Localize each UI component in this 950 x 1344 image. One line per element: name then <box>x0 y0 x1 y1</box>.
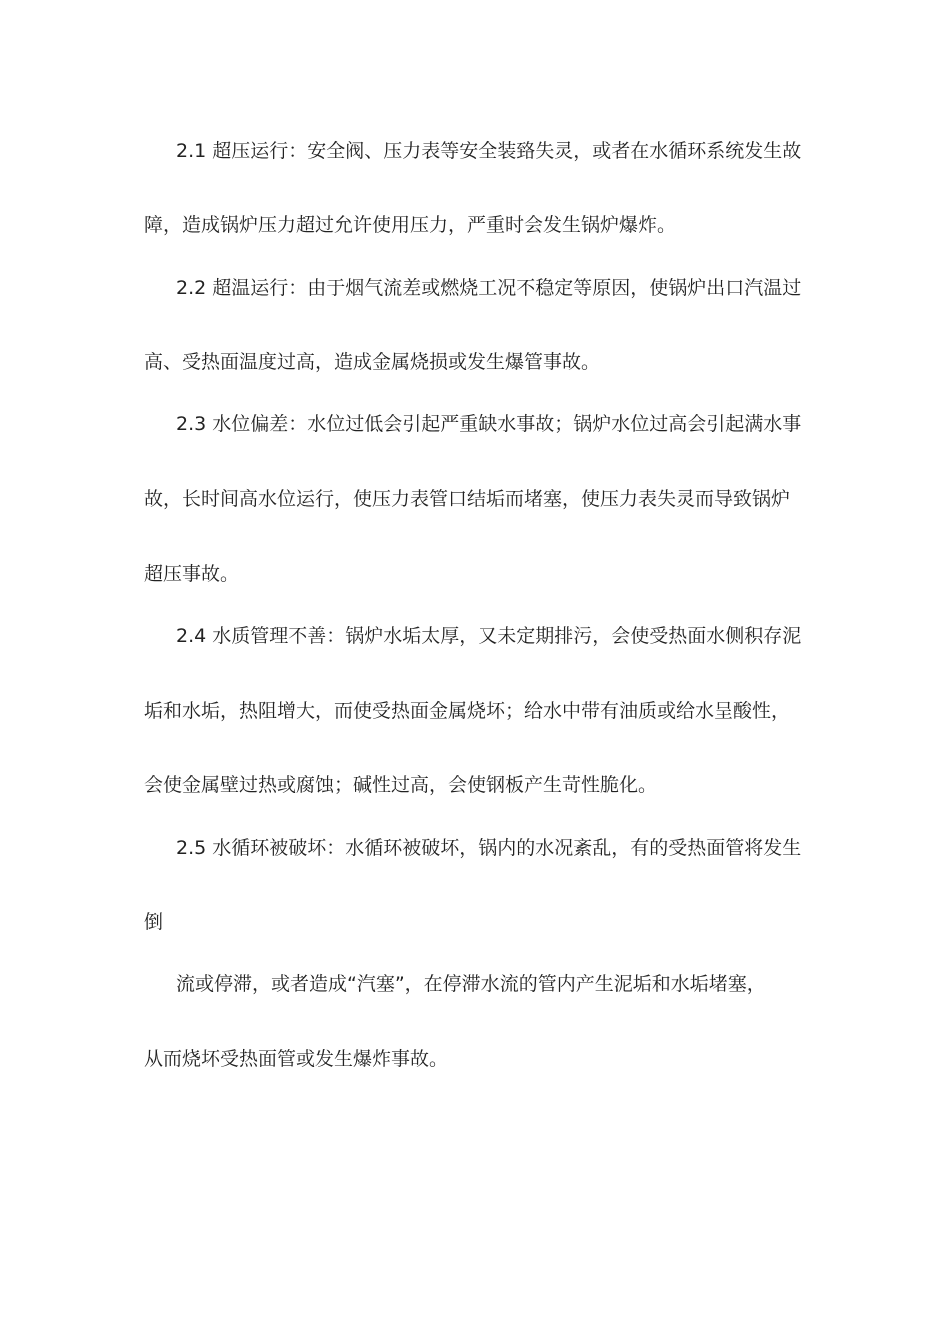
section-2-2-line-1: 2.2 超温运行：由于烟气流差或燃烧工况不稳定等原因，使锅炉出口汽温过 <box>176 277 802 299</box>
section-2-4-line-3: 会使金属壁过热或腐蚀；碱性过高，会使钢板产生苛性脆化。 <box>144 774 658 796</box>
section-2-5-line-4: 从而烧坏受热面管或发生爆炸事故。 <box>144 1048 449 1070</box>
section-2-3-line-2: 故，长时间高水位运行，使压力表管口结垢而堵塞，使压力表失灵而导致锅炉 <box>144 488 791 510</box>
section-2-5-line-1: 2.5 水循环被破坏：水循环被破坏，锅内的水况紊乱，有的受热面管将发生 <box>176 837 802 859</box>
section-2-2-line-2: 高、受热面温度过高，造成金属烧损或发生爆管事故。 <box>144 351 601 373</box>
section-2-5-line-2: 倒 <box>144 911 164 933</box>
section-2-5-line-3: 流或停滞，或者造成“汽塞”，在停滞水流的管内产生泥垢和水垢堵塞， <box>176 973 766 995</box>
section-2-3-line-3: 超压事故。 <box>144 563 240 585</box>
section-2-1-line-2: 障，造成锅炉压力超过允许使用压力，严重时会发生锅炉爆炸。 <box>144 214 677 236</box>
section-2-3-line-1: 2.3 水位偏差：水位过低会引起严重缺水事故；锅炉水位过高会引起满水事 <box>176 413 802 435</box>
section-2-4-line-1: 2.4 水质管理不善：锅炉水垢太厚，又未定期排污，会使受热面水侧积存泥 <box>176 625 802 647</box>
section-2-1-line-1: 2.1 超压运行：安全阀、压力表等安全装臵失灵，或者在水循环系统发生故 <box>176 140 802 162</box>
section-2-4-line-2: 垢和水垢，热阻增大，而使受热面金属烧坏；给水中带有油质或给水呈酸性， <box>144 700 791 722</box>
